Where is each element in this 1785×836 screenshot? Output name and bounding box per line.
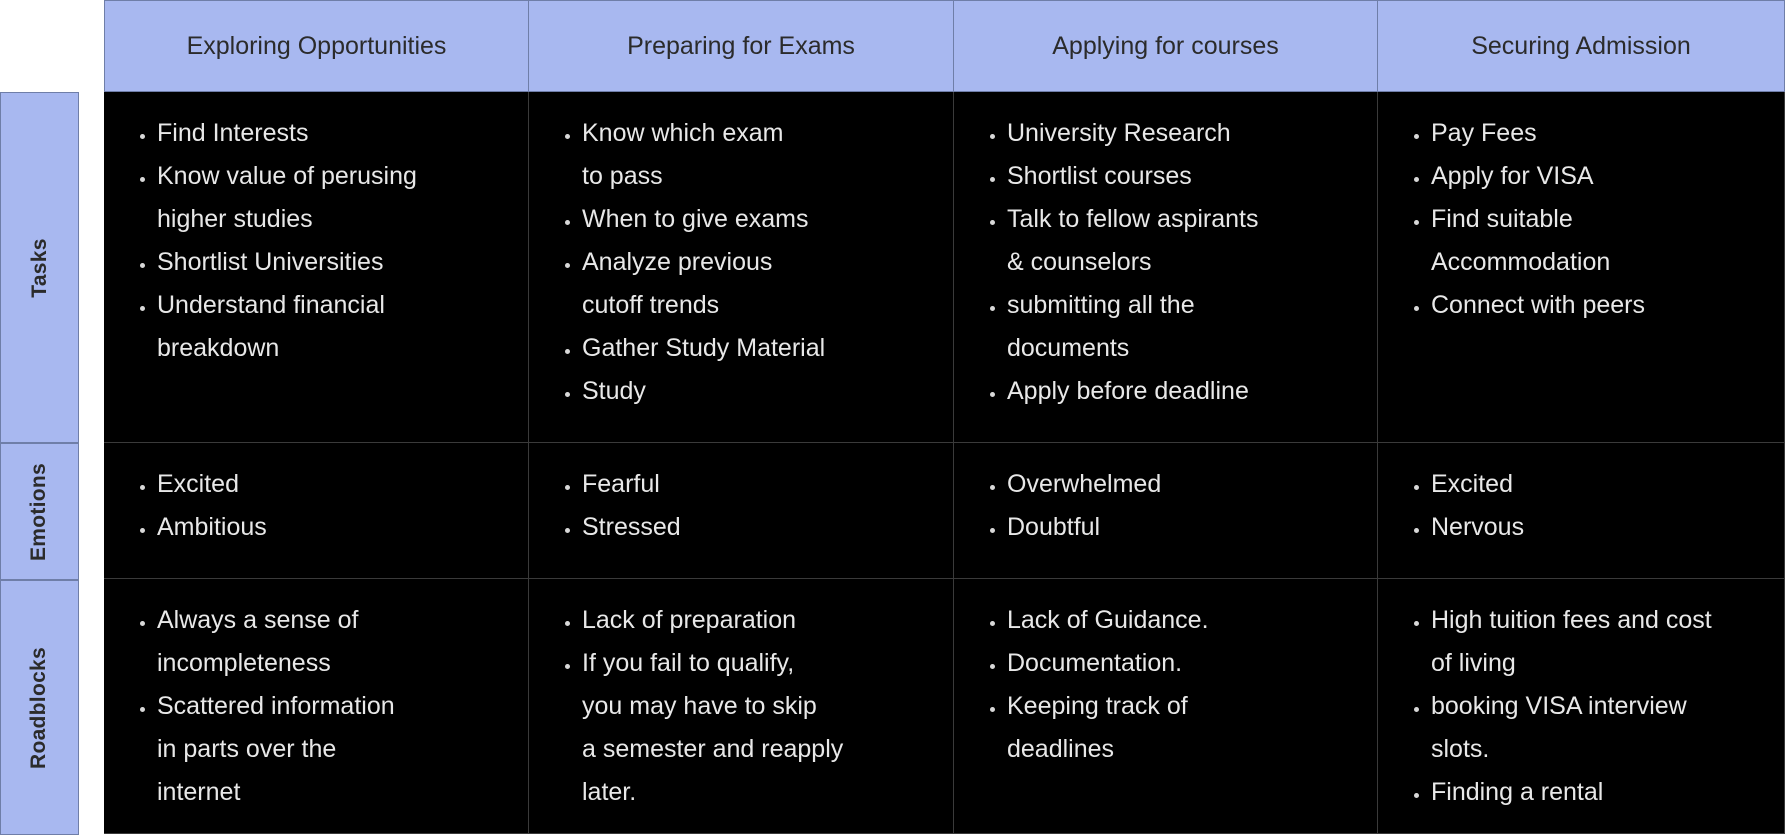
bullet-item: • Doubtful: [1007, 506, 1361, 549]
bullet-item: • Always a sense of incompleteness: [157, 599, 512, 685]
bullet-item: • Fearful: [582, 463, 937, 506]
cell-emotions-preparing: [529, 443, 954, 579]
bullet-item: • Pay Fees: [1431, 112, 1768, 155]
bullet-item: • Know which exam to pass: [582, 112, 937, 198]
bullet-list: [978, 112, 1361, 413]
row-label-emotions: [0, 443, 79, 580]
bullet-list: [553, 599, 937, 814]
bullet-item: • Study: [582, 370, 937, 413]
bullet-item: • booking VISA interview slots.: [1431, 685, 1768, 771]
column-header-exploring: Exploring Opportunities: [104, 0, 529, 92]
bullet-item: • Overwhelmed: [1007, 463, 1361, 506]
bullet-list: [978, 463, 1361, 549]
bullet-list: [553, 463, 937, 549]
cell-tasks-applying: [954, 92, 1378, 443]
bullet-item: • Documentation.: [1007, 642, 1361, 685]
bullet-list: [128, 112, 512, 370]
bullet-item: • Nervous: [1431, 506, 1768, 549]
cell-roadblocks-securing: [1378, 579, 1785, 834]
cell-emotions-securing: [1378, 443, 1785, 579]
bullet-item: • High tuition fees and cost of living: [1431, 599, 1768, 685]
bullet-item: • Understand financial breakdown: [157, 284, 512, 370]
bullet-item: • submitting all the documents: [1007, 284, 1361, 370]
cell-roadblocks-preparing: [529, 579, 954, 834]
bullet-item: • Excited: [1431, 463, 1768, 506]
cell-emotions-applying: [954, 443, 1378, 579]
bullet-item: • Shortlist Universities: [157, 241, 512, 284]
bullet-item: • Connect with peers: [1431, 284, 1768, 327]
cell-roadblocks-applying: [954, 579, 1378, 834]
cell-tasks-preparing: [529, 92, 954, 443]
bullet-item: • Know value of perusing higher studies: [157, 155, 512, 241]
bullet-item: • Ambitious: [157, 506, 512, 549]
bullet-list: [128, 599, 512, 814]
bullet-list: [1402, 463, 1768, 549]
bullet-item: • When to give exams: [582, 198, 937, 241]
bullet-item: • Analyze previous cutoff trends: [582, 241, 937, 327]
bullet-item: • Apply for VISA: [1431, 155, 1768, 198]
bullet-item: • University Research: [1007, 112, 1361, 155]
bullet-item: • Apply before deadline: [1007, 370, 1361, 413]
bullet-item: • Stressed: [582, 506, 937, 549]
column-header-preparing: Preparing for Exams: [529, 0, 954, 92]
cell-tasks-securing: [1378, 92, 1785, 443]
bullet-item: • Lack of preparation: [582, 599, 937, 642]
bullet-item: • Finding a rental: [1431, 771, 1768, 814]
cell-emotions-exploring: [104, 443, 529, 579]
bullet-list: [1402, 599, 1768, 814]
bullet-item: • Scattered information in parts over the internet: [157, 685, 512, 814]
bullet-item: • Shortlist courses: [1007, 155, 1361, 198]
column-header-securing: Securing Admission: [1378, 0, 1785, 92]
bullet-list: [128, 463, 512, 549]
bullet-item: • Find suitable Accommodation: [1431, 198, 1768, 284]
row-label-roadblocks: [0, 580, 79, 835]
bullet-item: • Find Interests: [157, 112, 512, 155]
bullet-item: • Gather Study Material: [582, 327, 937, 370]
bullet-item: • Keeping track of deadlines: [1007, 685, 1361, 771]
cell-roadblocks-exploring: [104, 579, 529, 834]
bullet-item: • If you fail to qualify, you may have to skip a semester and reapply later.: [582, 642, 937, 814]
bullet-item: • Talk to fellow aspirants & counselors: [1007, 198, 1361, 284]
row-label-text: Emotions: [27, 462, 51, 561]
bullet-list: [1402, 112, 1768, 327]
column-header-applying: Applying for courses: [954, 0, 1378, 92]
row-label-text: Roadblocks: [27, 646, 51, 769]
bullet-list: [978, 599, 1361, 771]
bullet-item: • Lack of Guidance.: [1007, 599, 1361, 642]
row-label-text: Tasks: [27, 237, 51, 298]
cell-tasks-exploring: [104, 92, 529, 443]
bullet-list: [553, 112, 937, 413]
bullet-item: • Excited: [157, 463, 512, 506]
row-label-tasks: [0, 92, 79, 443]
journey-matrix: [104, 0, 1785, 834]
